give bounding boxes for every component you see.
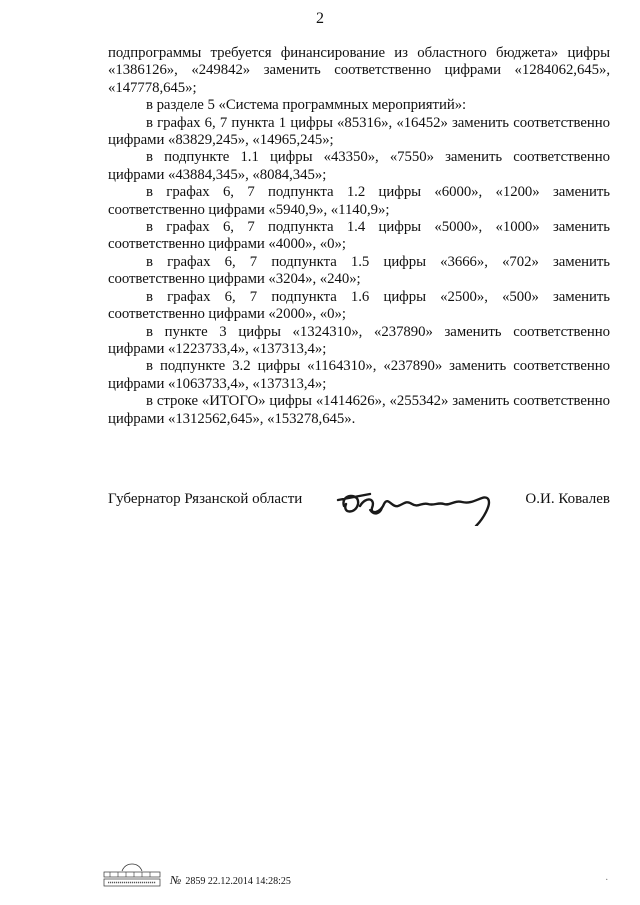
registry-stamp-logo	[100, 862, 164, 890]
document-body	[108, 45, 610, 428]
paragraph: в подпункте 3.2 цифры «1164310», «237890» заменить соответственно цифрами «1063733,4», «137313,4»;	[108, 358, 610, 392]
paragraph: подпрограммы требуется финансирование из областного бюджета» цифры «1386126», «249842» заменить соответственно цифрами «1284062,645», «147778,645»;	[108, 45, 610, 96]
paragraph: в пункте 3 цифры «1324310», «237890» заменить соответственно цифрами «1223733,4», «137313,4»;	[108, 323, 610, 357]
paragraph: в строке «ИТОГО» цифры «1414626», «255342» заменить соответственно цифрами «1312562,645», «153278,645».	[108, 393, 610, 427]
paragraph: в графах 6, 7 подпункта 1.4 цифры «5000», «1000» заменить соответственно цифрами «4000», «0»;	[108, 219, 610, 253]
registration-stamp-text: 2859 22.12.2014 14:28:25	[185, 876, 291, 887]
number-symbol: №	[170, 873, 182, 887]
paragraph: в графах 6, 7 пункта 1 цифры «85316», «16452» заменить соответственно цифрами «83829,245», «14965,245»;	[108, 114, 610, 149]
signatory-title: Губернатор Рязанской области	[108, 491, 303, 507]
signatory-name: О.И. Ковалев	[525, 491, 610, 507]
paragraph: в графах 6, 7 подпункта 1.6 цифры «2500», «500» заменить соответственно цифрами «2000», «0»;	[108, 288, 610, 323]
corner-mark: .	[605, 872, 608, 883]
page-number: 2	[316, 10, 324, 27]
registration-stamp	[170, 873, 291, 888]
handwritten-signature	[330, 484, 510, 526]
signature-block	[108, 484, 612, 524]
paragraph: в разделе 5 «Система программных мероприятий»:	[146, 97, 467, 114]
paragraph: в подпункте 1.1 цифры «43350», «7550» заменить соответственно цифрами «43884,345», «8084,345»;	[108, 149, 610, 183]
paragraph: в графах 6, 7 подпункта 1.5 цифры «3666», «702» заменить соответственно цифрами «3204», «240»;	[108, 253, 610, 288]
footer	[100, 862, 620, 892]
paragraph: в графах 6, 7 подпункта 1.2 цифры «6000», «1200» заменить соответственно цифрами «5940,9», «1140,9»;	[108, 184, 610, 218]
